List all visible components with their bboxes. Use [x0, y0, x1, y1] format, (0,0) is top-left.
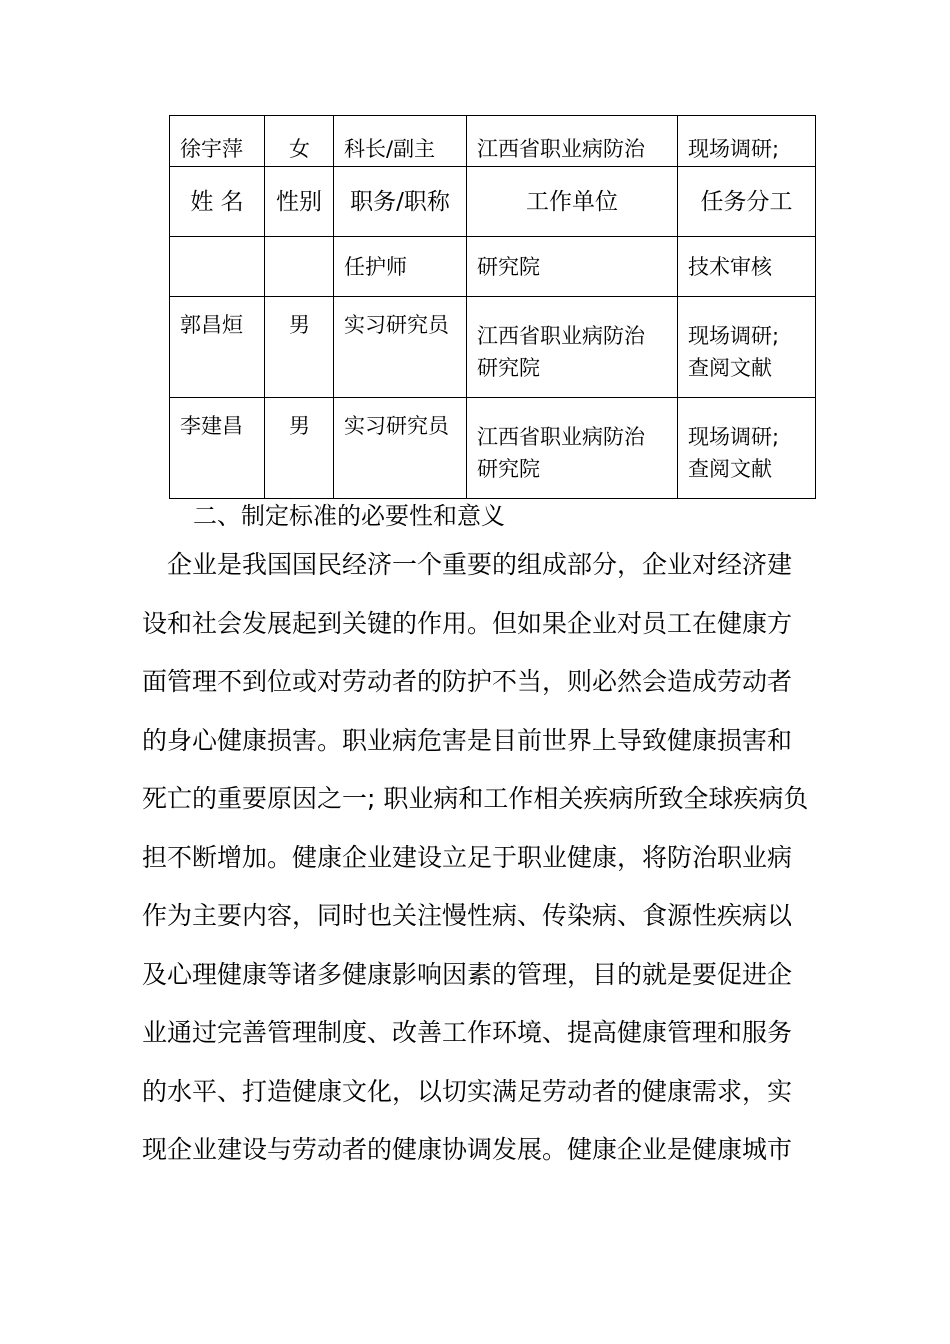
paragraph-line: 担不断增加。健康企业建设立足于职业健康，将防治职业病 [142, 842, 793, 872]
cell-unit: 研究院 [467, 237, 678, 297]
header-title: 职务/职称 [334, 167, 467, 237]
cell-gender [265, 398, 334, 499]
cell-task: 现场调研; [678, 116, 816, 167]
cell-name-text: 李建昌 [180, 414, 243, 438]
paragraph-line: 企业是我国国民经济一个重要的组成部分，企业对经济建 [134, 550, 792, 579]
header-name: 姓 名 [170, 167, 265, 237]
cell-name [170, 297, 265, 398]
table-row [170, 116, 816, 167]
paragraph-line: 作为主要内容，同时也关注慢性病、传染病、食源性疾病以 [142, 901, 793, 930]
cell-task [678, 297, 816, 398]
header-unit: 工作单位 [467, 167, 678, 237]
cell-gender-text: 男 [289, 313, 310, 337]
paragraph-line: 业通过完善管理制度、改善工作环境、提高健康管理和服务 [142, 1018, 793, 1047]
cell-unit-line2: 研究院 [477, 356, 540, 380]
cell-title: 任护师 [334, 237, 467, 297]
cell-task-line1: 现场调研; [688, 324, 780, 348]
section-heading: 二、制定标准的必要性和意义 [193, 502, 505, 530]
cell-title-text: 实习研究员 [344, 414, 449, 438]
cell-title-text: 实习研究员 [344, 313, 449, 337]
cell-title: 科长/副主 [334, 116, 467, 167]
paragraph-line: 设和社会发展起到关键的作用。但如果企业对员工在健康方 [142, 608, 793, 638]
paragraph-line: 的水平、打造健康文化，以切实满足劳动者的健康需求，实 [142, 1076, 793, 1106]
cell-name: 徐宇萍 [170, 116, 265, 167]
cell-gender: 女 [265, 116, 334, 167]
staff-table [169, 115, 816, 499]
cell-name [170, 237, 265, 297]
cell-task [678, 398, 816, 499]
cell-task-line2: 查阅文献 [688, 457, 772, 481]
paragraph-line: 死亡的重要原因之一; 职业病和工作相关疾病所致全球疾病负 [142, 784, 809, 813]
table-row [170, 398, 816, 499]
cell-unit-line1: 江西省职业病防治 [477, 425, 645, 449]
cell-task-line1: 现场调研; [688, 425, 780, 449]
cell-unit-line2: 研究院 [477, 457, 540, 481]
cell-unit [467, 297, 678, 398]
cell-gender [265, 237, 334, 297]
cell-title [334, 398, 467, 499]
table-row [170, 297, 816, 398]
paragraph-line: 面管理不到位或对劳动者的防护不当，则必然会造成劳动者 [142, 667, 793, 696]
paragraph-line: 现企业建设与劳动者的健康协调发展。健康企业是健康城市 [142, 1135, 793, 1164]
cell-gender [265, 297, 334, 398]
table-row [170, 237, 816, 297]
cell-unit: 江西省职业病防治 [467, 116, 678, 167]
cell-unit [467, 398, 678, 499]
cell-name-text: 郭昌烜 [180, 313, 243, 337]
header-gender: 性别 [265, 167, 334, 237]
cell-unit-line1: 江西省职业病防治 [477, 324, 645, 348]
paragraph-line: 的身心健康损害。职业病危害是目前世界上导致健康损害和 [142, 725, 793, 755]
cell-task: 技术审核 [678, 237, 816, 297]
body-paragraph [134, 536, 842, 1180]
cell-gender-text: 男 [289, 414, 310, 438]
cell-title [334, 297, 467, 398]
table-header-row [170, 167, 816, 237]
cell-task-line2: 查阅文献 [688, 356, 772, 380]
header-task: 任务分工 [678, 167, 816, 237]
cell-name [170, 398, 265, 499]
paragraph-line: 及心理健康等诸多健康影响因素的管理，目的就是要促进企 [142, 959, 793, 989]
